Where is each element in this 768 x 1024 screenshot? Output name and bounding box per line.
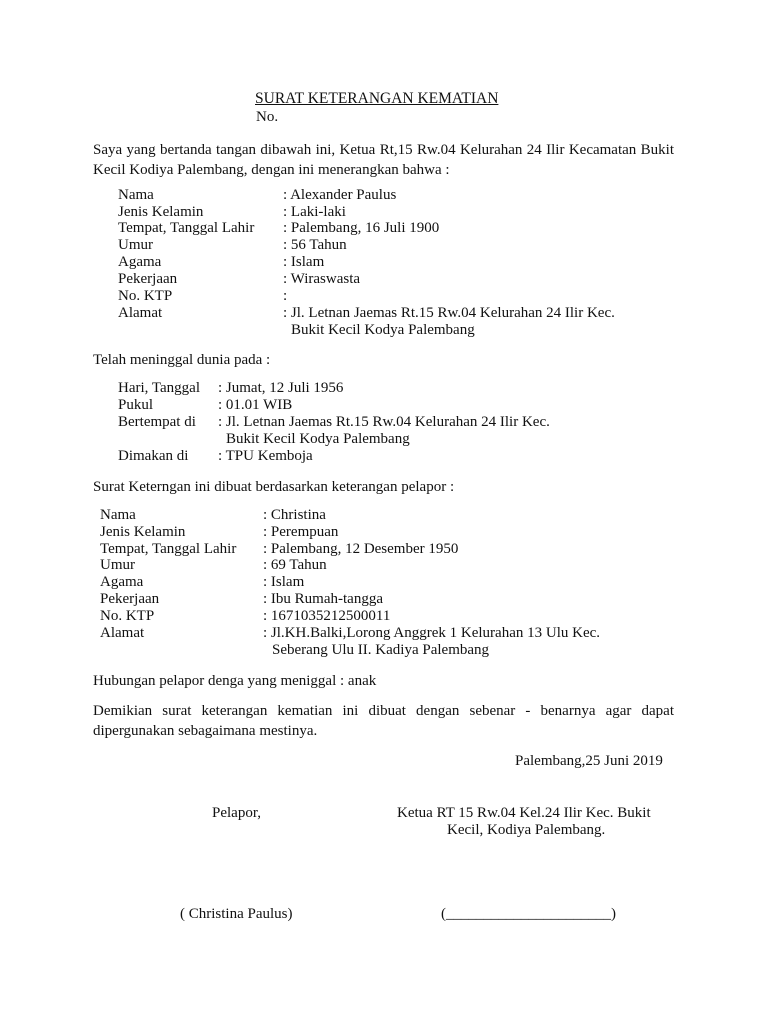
field-label: Bertempat di: [118, 414, 196, 430]
field-value: : TPU Kemboja: [218, 448, 313, 464]
intro-paragraph: Saya yang bertanda tangan dibawah ini, Ketua Rt,15 Rw.04 Kelurahan 24 Ilir Kecamatan Bukit Kecil Kodiya Palembang, dengan ini menerangkan bahwa :: [93, 142, 674, 178]
signature-right-name: (______________________): [441, 906, 616, 922]
letter-number: No.: [256, 109, 279, 125]
field-value: : Perempuan: [263, 524, 339, 540]
field-label: Dimakan di: [118, 448, 189, 464]
field-label: Jenis Kelamin: [118, 204, 204, 220]
field-value: : 69 Tahun: [263, 557, 327, 573]
field-label: No. KTP: [118, 288, 173, 304]
signature-right-title: Ketua RT 15 Rw.04 Kel.24 Ilir Kec. Bukit: [397, 805, 651, 821]
field-value-continued: Bukit Kecil Kodya Palembang: [226, 431, 410, 447]
field-value: : Wiraswasta: [283, 271, 361, 287]
field-label: Pekerjaan: [100, 591, 160, 607]
field-label: Alamat: [100, 625, 145, 641]
closing-paragraph: Demikian surat keterangan kematian ini dibuat dengan sebenar - benarnya agar dapat dipergunakan sebagaimana mestinya.: [93, 703, 674, 739]
field-label: Umur: [118, 237, 153, 253]
field-label: Hari, Tanggal: [118, 380, 200, 396]
letter-title: SURAT KETERANGAN KEMATIAN: [255, 90, 499, 107]
field-label: Pukul: [118, 397, 154, 413]
field-value: : Ibu Rumah-tangga: [263, 591, 383, 607]
field-value: : 1671035212500011: [263, 608, 391, 624]
field-value: : Alexander Paulus: [283, 187, 397, 203]
field-label: Agama: [100, 574, 144, 590]
field-label: Tempat, Tanggal Lahir: [100, 541, 237, 557]
field-value: : Laki-laki: [283, 204, 346, 220]
field-label: Nama: [100, 507, 136, 523]
field-label: No. KTP: [100, 608, 155, 624]
field-value: : Jl. Letnan Jaemas Rt.15 Rw.04 Kelurahan 24 Ilir Kec.: [283, 305, 615, 321]
place-date: Palembang,25 Juni 2019: [515, 753, 663, 769]
field-label: Alamat: [118, 305, 163, 321]
field-value: : Jl. Letnan Jaemas Rt.15 Rw.04 Kelurahan 24 Ilir Kec.: [218, 414, 550, 430]
field-label: Agama: [118, 254, 162, 270]
field-value: : 56 Tahun: [283, 237, 347, 253]
field-value: : Islam: [263, 574, 305, 590]
field-value: :: [283, 288, 288, 304]
field-value: : Palembang, 12 Desember 1950: [263, 541, 459, 557]
field-label: Tempat, Tanggal Lahir: [118, 220, 255, 236]
field-value: : 01.01 WIB: [218, 397, 293, 413]
death-intro: Telah meninggal dunia pada :: [93, 352, 271, 368]
field-value-continued: Seberang Ulu II. Kadiya Palembang: [272, 642, 490, 658]
field-value: : Jl.KH.Balki,Lorong Anggrek 1 Kelurahan 13 Ulu Kec.: [263, 625, 601, 641]
signature-left-label: Pelapor,: [212, 805, 261, 821]
field-label: Nama: [118, 187, 154, 203]
signature-left-name: ( Christina Paulus): [180, 906, 293, 922]
field-label: Jenis Kelamin: [100, 524, 186, 540]
field-label: Umur: [100, 557, 135, 573]
relation-statement: Hubungan pelapor denga yang meniggal : anak: [93, 673, 377, 689]
field-value: : Islam: [283, 254, 325, 270]
field-value: : Palembang, 16 Juli 1900: [283, 220, 440, 236]
field-value-continued: Bukit Kecil Kodya Palembang: [291, 322, 475, 338]
field-label: Pekerjaan: [118, 271, 178, 287]
reporter-intro: Surat Keterngan ini dibuat berdasarkan keterangan pelapor :: [93, 479, 455, 495]
field-value: : Jumat, 12 Juli 1956: [218, 380, 344, 396]
signature-right-title-continued: Kecil, Kodiya Palembang.: [447, 822, 606, 838]
field-value: : Christina: [263, 507, 326, 523]
